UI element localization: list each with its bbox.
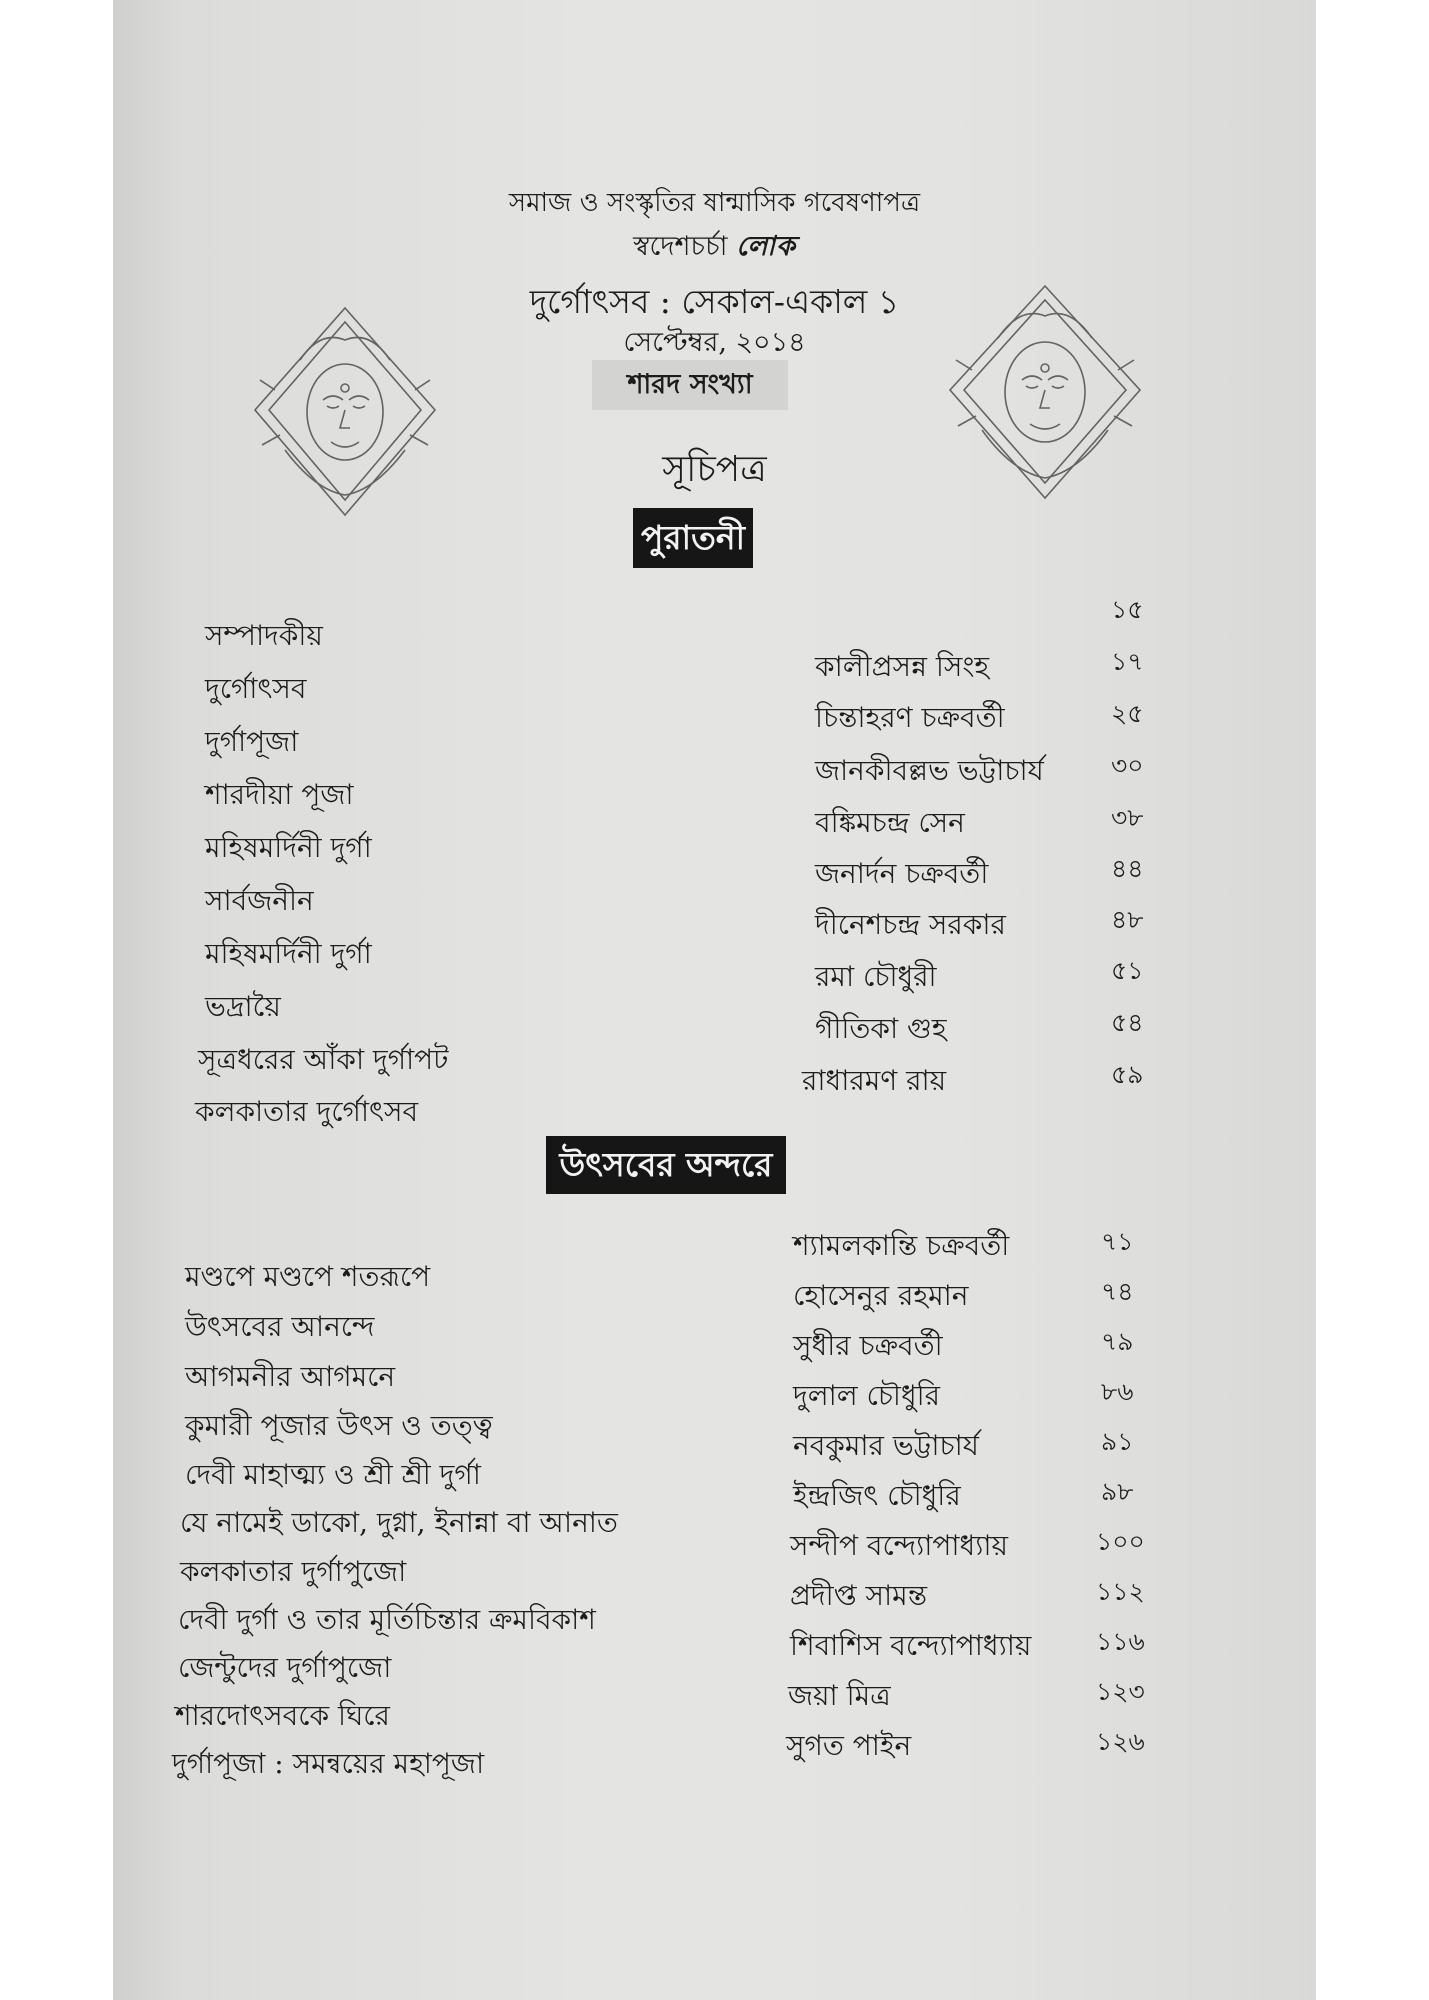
entry-page: ৫১ (1111, 956, 1144, 985)
journal-name (0, 226, 1429, 271)
entry-title: উৎসবের আনন্দে (185, 1310, 375, 1343)
entry-author: দুলাল চৌধুরি (793, 1379, 941, 1412)
toc-title: সূচিপত্র (662, 449, 767, 490)
entry-title: শারদোৎসবকে ঘিরে (175, 1699, 390, 1732)
edition-badge: শারদ সংখ্যা (592, 360, 788, 410)
entry-author: দীনেশচন্দ্র সরকার (815, 908, 1006, 941)
entry-title: ভদ্রায়ৈ (205, 990, 281, 1023)
entry-author: কালীপ্রসন্ন সিংহ (815, 650, 990, 683)
entry-author: শ্যামলকান্তি চক্রবর্তী (793, 1229, 1010, 1262)
entry-author: সুধীর চক্রবর্তী (793, 1329, 943, 1362)
entry-page: ৯১ (1101, 1427, 1134, 1456)
entry-page: ১১২ (1096, 1577, 1145, 1606)
entry-title: দুর্গাপূজা : সমন্বয়ের মহাপূজা (172, 1747, 485, 1780)
entry-page: ১১৬ (1096, 1627, 1145, 1656)
entry-title: মণ্ডপে মণ্ডপে শতরূপে (185, 1260, 431, 1293)
entry-page: ৭১ (1101, 1227, 1134, 1256)
entry-title: মহিষমর্দিনী দুর্গা (205, 831, 372, 864)
entry-page: ৯৮ (1101, 1477, 1134, 1506)
entry-title: আগমনীর আগমনে (185, 1360, 396, 1393)
entry-page: ২৫ (1111, 699, 1144, 728)
entry-author: চিন্তাহরণ চক্রবর্তী (815, 701, 1005, 734)
entry-title: দুর্গাপূজা (205, 725, 299, 758)
section-heading-puratani: পুরাতনী (633, 508, 753, 568)
entry-title: কলকাতার দুর্গাপুজো (180, 1555, 407, 1588)
entry-author: জানকীবল্লভ ভট্টাচার্য (815, 754, 1044, 787)
entry-author: প্রদীপ্ত সামন্ত (790, 1579, 927, 1612)
journal-name-prefix: স্বদেশচর্চা (633, 231, 728, 262)
entry-page: ৩৮ (1111, 803, 1144, 832)
entry-page: ৩০ (1111, 751, 1144, 780)
entry-title: দেবী মাহাত্ম্য ও শ্রী শ্রী দুর্গা (185, 1458, 481, 1491)
entry-title: সূত্রধরের আঁকা দুর্গাপট (198, 1043, 449, 1076)
issue-date: সেপ্টেম্বর, ২০১৪ (623, 327, 806, 358)
entry-author: শিবাশিস বন্দ্যোপাধ্যায় (790, 1629, 1032, 1662)
entry-author: সুগত পাইন (786, 1729, 912, 1762)
entry-author: রমা চৌধুরী (815, 960, 937, 993)
entry-author: জনার্দন চক্রবর্তী (815, 857, 989, 890)
issue-title: দুর্গোৎসব : সেকাল-একাল ১ (529, 282, 900, 321)
entry-author: হোসেনুর রহমান (793, 1279, 969, 1312)
entry-page: ৫৪ (1111, 1008, 1144, 1037)
entry-page: ১২৩ (1096, 1677, 1145, 1706)
entry-title: মহিষমর্দিনী দুর্গা (205, 937, 372, 970)
entry-page: ৭৪ (1101, 1277, 1134, 1306)
entry-author: ইন্দ্রজিৎ চৌধুরি (793, 1479, 961, 1512)
entry-title: সার্বজনীন (205, 884, 314, 917)
entry-author: সন্দীপ বন্দ্যোপাধ্যায় (790, 1529, 1008, 1562)
entry-author: গীতিকা গুহ (815, 1012, 947, 1045)
entry-title: কুমারী পূজার উৎস ও তত্ত্ব (185, 1409, 493, 1442)
entry-page: ১৭ (1111, 647, 1144, 676)
entry-title: দেবী দুর্গা ও তার মূর্তিচিন্তার ক্রমবিকাশ (178, 1603, 596, 1636)
entry-title: দুর্গোৎসব (205, 672, 307, 705)
journal-subtitle: সমাজ ও সংস্কৃতির ষান্মাসিক গবেষণাপত্র (508, 188, 921, 218)
entry-page: ৪৪ (1111, 854, 1144, 883)
entry-author: জয়া মিত্র (788, 1679, 891, 1712)
entry-title: সম্পাদকীয় (205, 619, 323, 652)
entry-title: কলকাতার দুর্গোৎসব (195, 1095, 419, 1128)
entry-page: ৫৯ (1111, 1060, 1144, 1089)
entry-title: শারদীয়া পূজা (205, 778, 354, 811)
entry-page: ১২৬ (1096, 1727, 1145, 1756)
entry-page: ৪৮ (1111, 905, 1144, 934)
entry-author: রাধারমণ রায় (802, 1064, 947, 1097)
entry-page: ৭৯ (1101, 1327, 1134, 1356)
entry-page: ১০০ (1096, 1527, 1145, 1556)
entry-author: বঙ্কিমচন্দ্র সেন (815, 806, 965, 839)
entry-author: নবকুমার ভট্টাচার্য (793, 1429, 979, 1462)
entry-title: যে নামেই ডাকো, দুগ্না, ইনান্না বা আনাত (180, 1506, 618, 1539)
journal-brand: লোক (736, 231, 796, 262)
section-heading-utsaber-andare: উৎসবের অন্দরে (546, 1136, 786, 1194)
entry-page: ৮৬ (1101, 1377, 1134, 1406)
entry-page: ১৫ (1111, 595, 1144, 624)
entry-title: জেন্টুদের দুর্গাপুজো (178, 1651, 392, 1684)
